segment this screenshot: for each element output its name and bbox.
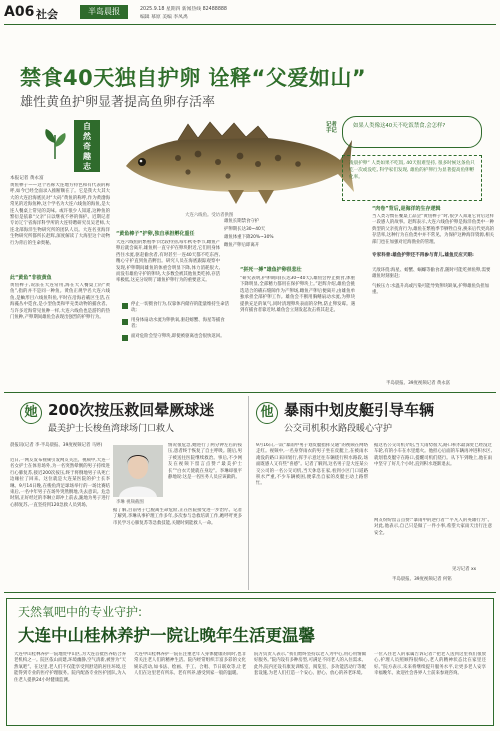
section-name: 社会: [36, 8, 58, 21]
highlight-text: 面对危险会坚守卵块,即使被驱离也会很快返回。: [131, 333, 225, 339]
story1-col3-text: “研究表明,护卵期间(长达30~40天),雄鱼会停止摄食,体重下降明显,全部精力都用在保护卵块上。”赵辉介绍,雄鱼会挑选适合的礁石缝隙作为产卵场,雌鱼产卵后便离开,由雄鱼单独承担全部护卵工作。雄鱼会不断用胸鳍扇动水流,为卵块提供充足的氧气,同时清理卵块表面的杂物,防止卵发霉。遇到有捕食者靠近时,雄鱼会立刻发起攻击将其赶走。: [240, 276, 355, 314]
highlight-number-badge: [122, 303, 128, 309]
highlight-item: [122, 302, 230, 315]
reporter-byline: 本报记者 黄永富: [10, 176, 44, 181]
fact-item: 护卵期长达30~40天: [224, 227, 266, 232]
story1-headline: 禁食40天独自护卵 诠释“父爱如山”: [20, 66, 367, 90]
story4-col3: 院方负责人表示,“我们始终坚持以老人为中心,用心用情做好服务。”院内设有多种房型,可满足不同老人的入住需求。此外,院内还设有康复训练室、阅览室、多功能活动厅等配套设施,为老人们打造一个安心、舒心、放心的养老环境。: [254, 652, 366, 677]
story3-headline: 暴雨中划皮艇引导车辆: [284, 401, 435, 419]
column-label-char: 自: [83, 122, 91, 131]
reporter-notes-label: 记者手记: [326, 122, 337, 135]
fish-photo: [118, 118, 354, 210]
col4-list-item: 气候压力:水温升高或污染可能导致卵块缺氧,护卵雄鱼负担加重。: [372, 283, 490, 296]
story2-text3: 据了解,目前男子已脱离生命危险,正在医院接受进一步治疗。记者了解到,李琳从事护理工作多年,多次参与急救培训工作,她呼吁更多市民学习心肺复苏等急救技能,关键时刻能救人一命。: [113, 508, 242, 526]
fact-item: 雌鱼产卵后即离开: [224, 243, 260, 248]
fact-item: 雄鱼长期禁食守护: [224, 219, 260, 224]
story3-byline2: 见习记者 xx: [452, 567, 477, 572]
col4-heading: “肉卷”背后,是海洋的生存逻辑: [372, 206, 441, 212]
story1-subtitle: 雄性黄鱼护卵显著提高鱼卵存活率: [20, 95, 216, 110]
quote-text: 如果人类像这40天不吃饭禁食,会怎样?: [353, 123, 446, 129]
col4-list: [372, 268, 494, 297]
page-number: A06: [4, 4, 35, 20]
fact-item: 雄鱼体重下降20%~30%: [224, 235, 274, 240]
column-label-char: 志: [83, 162, 91, 171]
column-label-char: 趣: [83, 152, 91, 161]
story2-mark: 她: [20, 402, 42, 424]
editors-line: 编辑 慕原 美编 李凤禹: [140, 15, 188, 20]
story4-col1: 大连中山桂林养护一院地处中山区,为大连首批医养结合养老机构之一。院区依山而建,环境幽静,空气清新,被誉为“天然氧吧”。在这里,老人们不仅能享受到舒适的居住环境,还能得到专业的医疗护理服务。院内配备专业医护团队,为入住老人提供24小时健康监测。: [14, 652, 126, 683]
photo-caption: 大连六线鱼。受访者供图: [185, 213, 234, 218]
page-header: [0, 0, 500, 30]
story4-col4: 一位入住老人的家属告诉记者:“把老人送到这里我们很放心,护理人员照顾得很细心,老人的精神状态比在家里还好。”院方表示,未来将继续提升服务水平,让更多老人安享幸福晚年。欢迎社会各界人士前来参观咨询。: [374, 652, 486, 677]
story2-reporter: 晨报讯(记者 李·半岛晨报、39度视频记者 马婷): [10, 443, 103, 448]
highlight-text: 停止一切摄食行为,仅靠体内储存的能量维持生命活动;: [131, 302, 229, 314]
column-label: [74, 120, 100, 172]
story2-subtitle: 最美护士长梭鱼湾球场门口救人: [48, 424, 175, 434]
story3-mark: 他: [256, 402, 278, 424]
nurse-photo: [113, 445, 163, 497]
col4-list-item: 天敌环绕:海星、螃蟹、蜗螺等偷食者,随时可能吃掉鱼卵,需要雄鱼时刻驱赶;: [372, 268, 491, 280]
column-logo-plant-icon: [40, 125, 70, 161]
highlight-number-badge: [122, 335, 128, 341]
highlight-text: 用身体扇动水流为卵供氧,驱赶螃蟹、海星等捕食者;: [131, 317, 225, 330]
story-divider: [248, 396, 249, 590]
story2-headline: 200次按压救回晕厥球迷: [48, 401, 215, 419]
masthead-logo: 半岛晨报: [80, 5, 128, 19]
highlight-list: [122, 302, 230, 341]
col2-heading: “黄鱼棒子”护卵,独自承担孵化重任: [116, 231, 195, 237]
col1-heading: 此“黄鱼”非彼黄鱼: [10, 275, 52, 281]
highlight-number-badge: [122, 319, 128, 325]
column-label-char: 然: [83, 132, 91, 141]
story3-byline: 半岛晨报、39度视频记者 何铭: [392, 577, 452, 582]
fact-list: [224, 218, 364, 250]
story4-kicker: 天然氧吧中的专业守护:: [18, 605, 143, 619]
story1-col4-text: 当人类习惯在餐桌上品尝“黄鱼棒子”时,很少人知道它背后这样一段感人的故事。赵辉表示,大连六线鱼护卵是海洋鱼类中一种典型的父亲抚育行为,雄鱼在繁殖季节牺牲自身,换来后代更高的存活率,这种行为在鱼类中并不常见。为保护这种海洋资源,相关部门也在加强对近海渔业的管理。: [372, 214, 494, 245]
story2-text2: 情况很危急,她进行了两分钟左右的按压,患者终于恢复了自主呼吸。随后,男子被送往医院继续救治。事后,不少网友在视频下留言点赞:“最美护士长”“白衣天使就在身边”。李琳却很平静地说:这是一名医务人员应该做的。: [168, 443, 242, 481]
story3-subtitle: 公交司机积水路段暖心守护: [284, 424, 393, 434]
story1-col2-text: 大连六线鱼的繁殖季节比较特别,每年秋冬季节,雌鱼产卵后就会离开,雄鱼则一直守护在卵块附近,它们用身体挡住水流,驱赶偷食者,有时甚至一连40天都不吃东西,精心守护直到鱼苗孵出。研究人员在海底跟踪观察中发现,护卵期间雄鱼的体重会明显下降,体力消耗很大,而没有雄鱼守护的卵块,大多数会被其他鱼类吃掉,存活率极低,这充分说明了雄鱼护卵行为的重要意义。: [116, 240, 220, 284]
section-rule: [4, 592, 496, 593]
story3-text1: 9月16日,一段“暴雨中男子划皮艇指挥交通”的视频在网络走红。视频中,一名身穿雨衣的男子坐在皮艇上,在被雨水淹没的路口来回划行,挥手示意过往车辆绕行积水路段,场面既感人又有些“喜感”。记者了解到,这名男子是大连某公交公司的一名公交司机,当天休息在家,看到小区门口道路积水严重,不少车辆被困,便拿出自家的皮艇主动上路帮忙。: [256, 443, 368, 487]
highlight-item: [122, 334, 230, 341]
story3-text2: 据这名公交司机介绍,当天雨势很大,路口积水最深处已经没过车轮,有的小车在水里熄火。他担心后面的车辆再冲进积水区,就划着皮艇守在路口,提醒司机们绕行。从下午到晚上,他在雨中坚守了好几个小时,直到积水逐渐退去。: [374, 443, 492, 468]
highlight-item: [122, 318, 230, 331]
callout-box: [342, 155, 482, 201]
section-rule: [4, 392, 496, 393]
header-rule: [4, 24, 496, 25]
date-line: 2025.9.18 星期四 新闻热线 82488888: [140, 7, 227, 12]
story4-col2: 大连中山桂林养护一院在注重老年人身体健康的同时,也非常关注老人们的精神生活。院内经常组织丰富多彩的文化娱乐活动,如书法、绘画、手工、合唱、节日联欢等,让老人们在这里老有所乐、老有所养,感受到家一般的温暖。: [134, 652, 246, 677]
story4-headline: 大连中山桂林养护一院让晚年生活更温馨: [18, 626, 315, 645]
col4-subheading: 专家科普:雄鱼护卵还不再参与育儿,雄鱼反应天眼:: [372, 253, 474, 258]
col3-heading: “拼死一搏”雄鱼护卵很悲壮: [240, 267, 302, 273]
story3-text3: 网友纷纷留言点赞:“暴雨中的逆行者”“平凡人的英雄行为”。对此,他表示,自己只是做了一件小事,希望大家雨天出行注意安全。: [374, 518, 492, 536]
story2-text1: 近日,一网友发布视频引发网友关注。视频中,大连一名女护士在体育场外,为一名突然晕倒的男子持续进行心肺复苏,接近200次按压,终于将倒地男子从死亡边缘拉了回来。这位就是大连某医院的护士长李琳。9月14日晚,在梭鱼湾足球场举行的一场比赛结束后,一名中年男子在场外突然倒地,失去意识。危急时刻,正好经过的李琳立即冲上前去,跪地为男子进行心肺复苏,一直坚持到120急救人员到场。: [10, 458, 110, 508]
nurse-photo-caption: 李琳 视频截图: [116, 500, 144, 505]
column-label-char: 奇: [83, 142, 91, 151]
story1-end-byline: 半岛晨报、39度视频记者 黄永富: [386, 381, 451, 386]
quote-bubble: [342, 116, 482, 148]
story1-col1-text2: 黄鱼棒子,说法在大连常用,海在大人餐桌上的“黄鱼”,指的并不是同一种鱼。黄鱼正规学名大连六线鱼,是鲉形目六线鱼科鱼,平时在沿海岩礁区生活,在海藻丛中觅食,是小型鱼类和甲壳类动物的捕食者。与许多近海常见鱼种一样,大连六线鱼也是游钓的热门鱼种,产卵期间雄鱼会表现出强烈的护卵行为。: [10, 283, 110, 321]
callout-text: 凌晨护卵“ 人类如果不吃饭, 40天很难坚持, 很多时候这条鱼只吃一次或没吃, 科学家们发现, 雄鱼的护卵行为显著提高鱼卵孵化率。: [349, 161, 475, 180]
story1-col1-text: 黄鱼棒子——这个名称大连地方特色和有代表的称呼,如今已经全面录入推断顺在了。它是我大大其大大的大连沿海底民对“大码”黄鱼的称呼,作为黄渤海常见的近海鱼种,这个学名为大连六线鱼的海鱼,是大连人餐桌上常见的美味。或许很少人知道,这种鱼的繁衍是依靠“父亲”日以继夜不停的保护。近期记者专访辽宁省海洋科学所的大连特聘研究员吴老师,大连北部海洋生物研究所的团队人员。大连名亚海洋生物研究所都所长赵辉,深度解读了大海里这个动物行为背后的生命奥秘。: [10, 183, 110, 246]
